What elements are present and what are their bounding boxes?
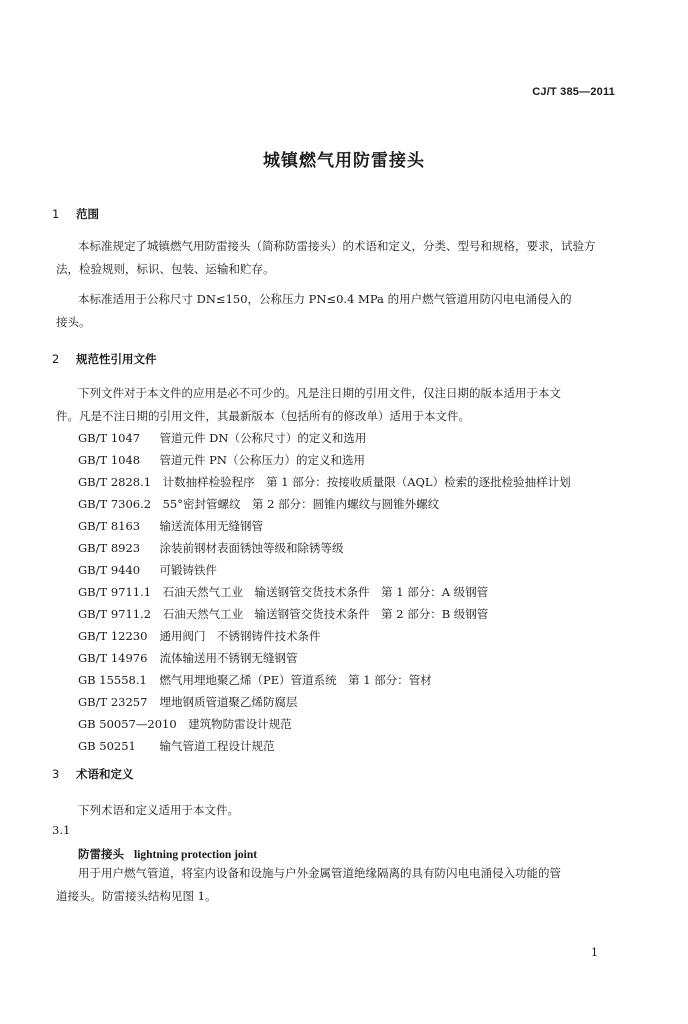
text-line: 道接头。防雷接头结构见图 1。 (56, 888, 217, 903)
reference-code: GB 50057—2010 (78, 717, 177, 731)
reference-title: 输送流体用无缝钢管 (159, 519, 263, 533)
text-line: 本标准适用于公称尺寸 DN≤150，公称压力 PN≤0.4 MPa 的用户燃气管道用防闪电电涌侵入的 (78, 292, 572, 306)
section-2-intro (56, 382, 616, 427)
standard-code: CJ/T 385—2011 (532, 86, 615, 98)
page-number: 1 (591, 946, 598, 959)
reference-code: GB/T 8923 (78, 541, 141, 555)
section-1-paragraph-2 (56, 288, 616, 333)
reference-code: GB/T 14976 (78, 651, 148, 665)
reference-code: GB/T 1047 (78, 431, 141, 445)
section-2-heading (52, 351, 157, 367)
section-1-paragraph-1 (56, 235, 616, 280)
reference-title: 燃气用埋地聚乙烯（PE）管道系统 第 1 部分：管材 (159, 673, 432, 687)
document-title: 城镇燃气用防雷接头 (263, 151, 425, 171)
reference-title: 建筑物防雷设计规范 (188, 717, 292, 731)
reference-title: 管道元件 DN（公称尺寸）的定义和选用 (159, 431, 367, 445)
reference-item (78, 670, 432, 692)
section-3-intro (56, 799, 616, 822)
term-chinese: 防雷接头 (78, 847, 124, 861)
section-title: 规范性引用文件 (76, 352, 157, 366)
reference-item (78, 648, 298, 670)
reference-title: 流体输送用不锈钢无缝钢管 (159, 651, 298, 665)
reference-code: GB/T 1048 (78, 453, 141, 467)
reference-code: GB 50251 (78, 739, 136, 753)
reference-item (78, 692, 298, 714)
term-definition (56, 862, 616, 907)
text-line: 法，检验规则，标识、包装、运输和贮存。 (56, 261, 275, 276)
reference-item (78, 714, 292, 736)
text-line: 件。凡是不注日期的引用文件，其最新版本（包括所有的修改单）适用于本文件。 (56, 408, 470, 423)
term-english: lightning protection joint (134, 849, 258, 861)
reference-title: 埋地钢质管道聚乙烯防腐层 (159, 695, 298, 709)
reference-item (78, 560, 217, 582)
section-number: 1 (52, 207, 60, 221)
reference-item (78, 516, 263, 538)
reference-title: 管道元件 PN（公称压力）的定义和选用 (159, 453, 365, 467)
reference-item (78, 450, 365, 472)
section-number: 3 (52, 767, 60, 781)
reference-title: 通用阀门 不锈钢铸件技术条件 (159, 629, 321, 643)
section-title: 术语和定义 (76, 767, 134, 781)
reference-code: GB/T 23257 (78, 695, 148, 709)
reference-code: GB/T 9711.1 (78, 585, 152, 599)
section-3-heading (52, 766, 134, 782)
reference-title: 输气管道工程设计规范 (159, 739, 275, 753)
reference-code: GB/T 12230 (78, 629, 148, 643)
reference-item (78, 604, 488, 626)
text-line: 本标准规定了城镇燃气用防雷接头（简称防雷接头）的术语和定义，分类、型号和规格，要求，试验方 (78, 239, 596, 253)
reference-code: GB/T 9440 (78, 563, 141, 577)
reference-item (78, 626, 321, 648)
reference-title: 55°密封管螺纹 第 2 部分：圆锥内螺纹与圆锥外螺纹 (162, 497, 440, 511)
reference-item (78, 428, 366, 450)
reference-title: 石油天然气工业 输送钢管交货技术条件 第 1 部分：A 级钢管 (162, 585, 489, 599)
text-line: 下列文件对于本文件的应用是必不可少的。凡是注日期的引用文件，仅注日期的版本适用于本文 (78, 386, 561, 400)
section-number: 2 (52, 352, 60, 366)
reference-code: GB/T 9711.2 (78, 607, 152, 621)
term-number: 3.1 (52, 823, 71, 837)
reference-item (78, 472, 571, 494)
text-line: 接头。 (56, 314, 91, 329)
section-title: 范围 (76, 207, 99, 221)
reference-title: 涂装前钢材表面锈蚀等级和除锈等级 (159, 541, 344, 555)
section-1-heading (52, 206, 99, 222)
term-heading (78, 846, 257, 862)
reference-code: GB/T 2828.1 (78, 475, 152, 489)
reference-code: GB 15558.1 (78, 673, 147, 687)
reference-title: 计数抽样检验程序 第 1 部分：按接收质量限（AQL）检索的逐批检验抽样计划 (162, 475, 571, 489)
reference-item (78, 494, 439, 516)
reference-code: GB/T 8163 (78, 519, 141, 533)
reference-title: 可锻铸铁件 (159, 563, 217, 577)
reference-item (78, 538, 344, 560)
reference-code: GB/T 7306.2 (78, 497, 152, 511)
reference-title: 石油天然气工业 输送钢管交货技术条件 第 2 部分：B 级钢管 (162, 607, 489, 621)
reference-item (78, 582, 488, 604)
reference-item (78, 736, 275, 758)
text-line: 用于用户燃气管道，将室内设备和设施与户外金属管道绝缘隔离的具有防闪电电涌侵入功能的管 (78, 866, 561, 880)
text-line: 下列术语和定义适用于本文件。 (78, 803, 239, 817)
